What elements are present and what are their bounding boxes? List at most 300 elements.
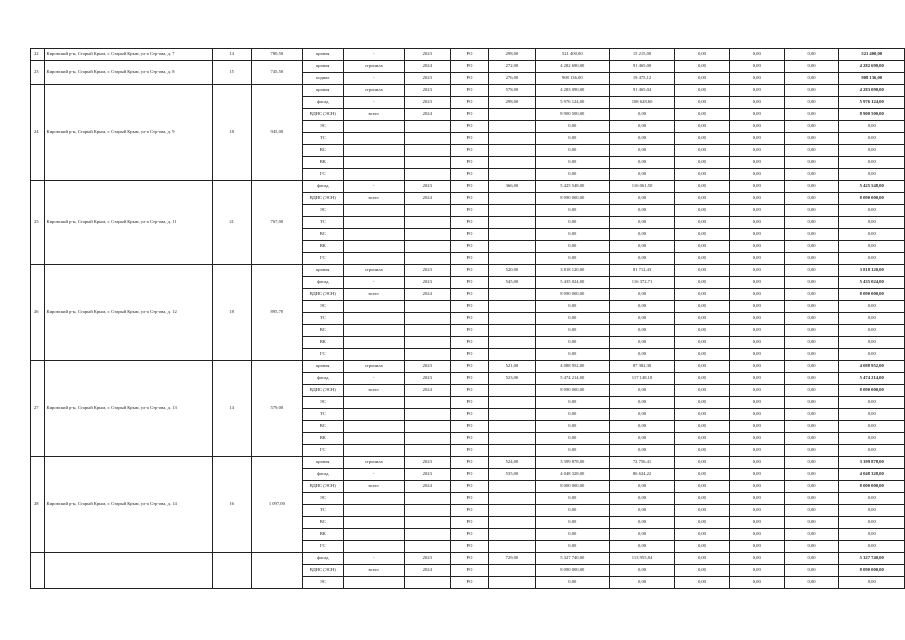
house-number-cell: 24 xyxy=(31,85,45,181)
federal-cell: 0,00 xyxy=(675,541,730,553)
regional-cell: 0,00 xyxy=(729,205,784,217)
cost-cell: 8 900 500,00 xyxy=(535,109,609,121)
federal-cell: 0,00 xyxy=(675,193,730,205)
volume-cell xyxy=(489,109,535,121)
area-cell: 945,00 xyxy=(251,85,302,181)
federal-cell: 0,00 xyxy=(675,121,730,133)
total-cell: 5 425 548,00 xyxy=(839,181,905,193)
volume-cell xyxy=(489,229,535,241)
volume-cell: 521,00 xyxy=(489,361,535,373)
house-number-cell: 23 xyxy=(31,61,45,85)
regional-cell: 0,00 xyxy=(729,97,784,109)
element-cell xyxy=(343,577,404,589)
total-cell: 0,00 xyxy=(839,541,905,553)
total-cell: 0,00 xyxy=(839,205,905,217)
method-cell: РО xyxy=(450,241,488,253)
cost-cell: 5 327 740,00 xyxy=(535,553,609,565)
cost-cell: 8 000 000,00 xyxy=(535,481,609,493)
method-cell: РО xyxy=(450,49,488,61)
volume-cell xyxy=(489,325,535,337)
regional-cell: 0,00 xyxy=(729,145,784,157)
volume-cell: 272,00 xyxy=(489,61,535,73)
cost-cell: 5 976 124,00 xyxy=(535,97,609,109)
local-cell: 0,00 xyxy=(784,217,839,229)
work-type-cell: ЭС xyxy=(302,577,343,589)
unit-cost-cell: 0,00 xyxy=(609,349,674,361)
local-cell: 0,00 xyxy=(784,61,839,73)
method-cell: РО xyxy=(450,157,488,169)
method-cell: РО xyxy=(450,517,488,529)
year-cell xyxy=(404,253,450,265)
volume-cell xyxy=(489,133,535,145)
local-cell: 0,00 xyxy=(784,145,839,157)
house-number-cell: 25 xyxy=(31,181,45,265)
method-cell: РО xyxy=(450,121,488,133)
regional-cell: 0,00 xyxy=(729,253,784,265)
unit-cost-cell: 0,00 xyxy=(609,193,674,205)
work-type-cell: ТС xyxy=(302,313,343,325)
federal-cell: 0,00 xyxy=(675,493,730,505)
volume-cell xyxy=(489,517,535,529)
year-cell: 2023 xyxy=(404,265,450,277)
unit-cost-cell: 0,00 xyxy=(609,217,674,229)
table-row xyxy=(31,61,905,73)
address-cell: Кировский р-н, Старый Крым, г. Старый Крым, ул-а Стр-ова, д. 14 xyxy=(44,457,212,553)
local-cell: 0,00 xyxy=(784,577,839,589)
cost-cell: 0,00 xyxy=(535,229,609,241)
element-cell xyxy=(343,301,404,313)
cost-cell: 0,00 xyxy=(535,325,609,337)
cost-cell: 5 435 024,00 xyxy=(535,277,609,289)
federal-cell: 0,00 xyxy=(675,49,730,61)
floors-cell: 18 xyxy=(212,265,251,361)
work-type-cell: кровля xyxy=(302,361,343,373)
method-cell: РО xyxy=(450,85,488,97)
cost-cell: 0,00 xyxy=(535,529,609,541)
table-row xyxy=(31,361,905,373)
method-cell: РО xyxy=(450,169,488,181)
unit-cost-cell: 0,00 xyxy=(609,205,674,217)
total-cell: 0,00 xyxy=(839,409,905,421)
work-type-cell: ВК xyxy=(302,433,343,445)
element-cell xyxy=(343,313,404,325)
regional-cell: 0,00 xyxy=(729,457,784,469)
local-cell: 0,00 xyxy=(784,313,839,325)
method-cell: РО xyxy=(450,97,488,109)
cost-cell: 0,00 xyxy=(535,145,609,157)
unit-cost-cell: 0,00 xyxy=(609,421,674,433)
year-cell xyxy=(404,157,450,169)
volume-cell: 298,00 xyxy=(489,97,535,109)
total-cell: 0,00 xyxy=(839,241,905,253)
total-cell: 0,00 xyxy=(839,313,905,325)
unit-cost-cell: 0,00 xyxy=(609,253,674,265)
method-cell: РО xyxy=(450,181,488,193)
work-type-cell: ВДИС (ЭСН) xyxy=(302,481,343,493)
house-number-cell: 27 xyxy=(31,361,45,457)
area-cell: 895,70 xyxy=(251,265,302,361)
federal-cell: 0,00 xyxy=(675,301,730,313)
cost-cell: 0,00 xyxy=(535,217,609,229)
regional-cell: 0,00 xyxy=(729,241,784,253)
method-cell: РО xyxy=(450,385,488,397)
volume-cell: 520,00 xyxy=(489,265,535,277)
local-cell: 0,00 xyxy=(784,121,839,133)
volume-cell xyxy=(489,541,535,553)
method-cell: РО xyxy=(450,577,488,589)
federal-cell: 0,00 xyxy=(675,253,730,265)
regional-cell: 0,00 xyxy=(729,493,784,505)
cost-cell: 0,00 xyxy=(535,517,609,529)
work-type-cell: ВК xyxy=(302,529,343,541)
year-cell xyxy=(404,433,450,445)
unit-cost-cell: 116 372,71 xyxy=(609,277,674,289)
regional-cell: 0,00 xyxy=(729,289,784,301)
work-type-cell: ВК xyxy=(302,157,343,169)
work-type-cell: ГС xyxy=(302,349,343,361)
total-cell: 0,00 xyxy=(839,529,905,541)
year-cell xyxy=(404,301,450,313)
element-cell: стропила xyxy=(343,457,404,469)
table-row xyxy=(31,85,905,97)
cost-cell: 0,00 xyxy=(535,301,609,313)
element-cell: стропила xyxy=(343,85,404,97)
cost-cell: 908 136,00 xyxy=(535,73,609,85)
total-cell: 3 399 878,00 xyxy=(839,457,905,469)
local-cell: 0,00 xyxy=(784,97,839,109)
unit-cost-cell: 81 712,43 xyxy=(609,265,674,277)
work-type-cell: ВК xyxy=(302,241,343,253)
work-type-cell: ВС xyxy=(302,325,343,337)
area-cell: 745,50 xyxy=(251,61,302,85)
cost-cell: 521 400,00 xyxy=(535,49,609,61)
cost-cell: 0,00 xyxy=(535,133,609,145)
house-number-cell xyxy=(31,553,45,589)
work-type-cell: подвал xyxy=(302,73,343,85)
floors-cell xyxy=(212,553,251,589)
house-number-cell: 22 xyxy=(31,49,45,61)
cost-cell: 0,00 xyxy=(535,349,609,361)
area-cell: 780,50 xyxy=(251,49,302,61)
unit-cost-cell: 0,00 xyxy=(609,433,674,445)
federal-cell: 0,00 xyxy=(675,421,730,433)
method-cell: РО xyxy=(450,73,488,85)
work-type-cell: ВС xyxy=(302,229,343,241)
year-cell xyxy=(404,445,450,457)
unit-cost-cell: 116 061,50 xyxy=(609,181,674,193)
cost-cell: 4 088 952,00 xyxy=(535,361,609,373)
volume-cell: 298,00 xyxy=(489,49,535,61)
method-cell: РО xyxy=(450,325,488,337)
total-cell: 3 818 120,00 xyxy=(839,265,905,277)
local-cell: 0,00 xyxy=(784,49,839,61)
federal-cell: 0,00 xyxy=(675,577,730,589)
method-cell: РО xyxy=(450,253,488,265)
federal-cell: 0,00 xyxy=(675,349,730,361)
local-cell: 0,00 xyxy=(784,529,839,541)
federal-cell: 0,00 xyxy=(675,277,730,289)
address-cell: Кировский р-н, Старый Крым, г. Старый Крым, ул-а Стр-ова, д. 9 xyxy=(44,85,212,181)
element-cell: всего xyxy=(343,289,404,301)
federal-cell: 0,00 xyxy=(675,85,730,97)
volume-cell: 276,00 xyxy=(489,73,535,85)
year-cell: 2024 xyxy=(404,61,450,73)
floors-cell: 15 xyxy=(212,61,251,85)
federal-cell: 0,00 xyxy=(675,229,730,241)
method-cell: РО xyxy=(450,457,488,469)
year-cell: 2023 xyxy=(404,457,450,469)
table-row xyxy=(31,553,905,565)
year-cell xyxy=(404,349,450,361)
element-cell xyxy=(343,169,404,181)
method-cell: РО xyxy=(450,361,488,373)
table-row xyxy=(31,181,905,193)
regional-cell: 0,00 xyxy=(729,181,784,193)
regional-cell: 0,00 xyxy=(729,229,784,241)
volume-cell xyxy=(489,577,535,589)
work-type-cell: ВДИС (ЭСН) xyxy=(302,193,343,205)
regional-cell: 0,00 xyxy=(729,133,784,145)
volume-cell xyxy=(489,205,535,217)
work-type-cell: ВК xyxy=(302,337,343,349)
cost-cell: 0,00 xyxy=(535,241,609,253)
cost-cell: 8 090 000,00 xyxy=(535,385,609,397)
regional-cell: 0,00 xyxy=(729,505,784,517)
unit-cost-cell: 0,00 xyxy=(609,121,674,133)
floors-cell: 16 xyxy=(212,457,251,553)
year-cell xyxy=(404,241,450,253)
element-cell xyxy=(343,121,404,133)
year-cell xyxy=(404,133,450,145)
element-cell: стропила xyxy=(343,265,404,277)
floors-cell: 18 xyxy=(212,85,251,181)
cost-cell: 3 399 878,00 xyxy=(535,457,609,469)
work-type-cell: ЭС xyxy=(302,205,343,217)
federal-cell: 0,00 xyxy=(675,97,730,109)
unit-cost-cell: 19 475,12 xyxy=(609,73,674,85)
local-cell: 0,00 xyxy=(784,253,839,265)
local-cell: 0,00 xyxy=(784,505,839,517)
federal-cell: 0,00 xyxy=(675,469,730,481)
volume-cell: 729,00 xyxy=(489,553,535,565)
area-cell: 767,00 xyxy=(251,181,302,265)
cost-cell: 8 090 000,00 xyxy=(535,289,609,301)
unit-cost-cell: 0,00 xyxy=(609,133,674,145)
element-cell xyxy=(343,157,404,169)
federal-cell: 0,00 xyxy=(675,181,730,193)
volume-cell xyxy=(489,565,535,577)
work-type-cell: ТС xyxy=(302,217,343,229)
federal-cell: 0,00 xyxy=(675,145,730,157)
cost-cell: 0,00 xyxy=(535,157,609,169)
work-type-cell: ЭС xyxy=(302,397,343,409)
local-cell: 0,00 xyxy=(784,133,839,145)
total-cell: 0,00 xyxy=(839,133,905,145)
method-cell: РО xyxy=(450,133,488,145)
unit-cost-cell: 0,00 xyxy=(609,337,674,349)
year-cell: 2023 xyxy=(404,73,450,85)
total-cell: 8 090 000,00 xyxy=(839,565,905,577)
local-cell: 0,00 xyxy=(784,433,839,445)
year-cell: 2023 xyxy=(404,85,450,97)
year-cell: 2023 xyxy=(404,361,450,373)
volume-cell xyxy=(489,193,535,205)
element-cell: - xyxy=(343,469,404,481)
area-cell xyxy=(251,553,302,589)
element-cell xyxy=(343,397,404,409)
cost-cell: 0,00 xyxy=(535,421,609,433)
element-cell: стропила xyxy=(343,361,404,373)
unit-cost-cell: 0,00 xyxy=(609,529,674,541)
regional-cell: 0,00 xyxy=(729,409,784,421)
work-type-cell: ЭС xyxy=(302,301,343,313)
federal-cell: 0,00 xyxy=(675,325,730,337)
unit-cost-cell: 0,00 xyxy=(609,229,674,241)
cost-cell: 4 282 690,00 xyxy=(535,61,609,73)
unit-cost-cell: 0,00 xyxy=(609,301,674,313)
method-cell: РО xyxy=(450,277,488,289)
year-cell xyxy=(404,313,450,325)
year-cell: 2024 xyxy=(404,481,450,493)
element-cell xyxy=(343,529,404,541)
local-cell: 0,00 xyxy=(784,409,839,421)
cost-cell: 3 818 120,00 xyxy=(535,265,609,277)
cost-cell: 0,00 xyxy=(535,493,609,505)
year-cell: 2023 xyxy=(404,49,450,61)
unit-cost-cell: 0,00 xyxy=(609,397,674,409)
element-cell: - xyxy=(343,97,404,109)
unit-cost-cell: 0,00 xyxy=(609,157,674,169)
unit-cost-cell: 72 756,41 xyxy=(609,457,674,469)
regional-cell: 0,00 xyxy=(729,61,784,73)
address-cell: Кировский р-н, Старый Крым, г. Старый Крым, ул-а Стр-ова, д. 8 xyxy=(44,61,212,85)
volume-cell xyxy=(489,433,535,445)
element-cell xyxy=(343,433,404,445)
cost-cell: 8 090 000,00 xyxy=(535,565,609,577)
unit-cost-cell: 0,00 xyxy=(609,445,674,457)
element-cell: - xyxy=(343,277,404,289)
federal-cell: 0,00 xyxy=(675,433,730,445)
method-cell: РО xyxy=(450,553,488,565)
total-cell: 908 136,00 xyxy=(839,73,905,85)
work-type-cell: фасад xyxy=(302,277,343,289)
regional-cell: 0,00 xyxy=(729,565,784,577)
cost-cell: 0,00 xyxy=(535,337,609,349)
year-cell: 2024 xyxy=(404,109,450,121)
work-type-cell: ВС xyxy=(302,145,343,157)
element-cell xyxy=(343,349,404,361)
total-cell: 0,00 xyxy=(839,433,905,445)
regional-cell: 0,00 xyxy=(729,361,784,373)
cost-cell: 8 090 000,00 xyxy=(535,193,609,205)
federal-cell: 0,00 xyxy=(675,409,730,421)
unit-cost-cell: 0,00 xyxy=(609,517,674,529)
regional-cell: 0,00 xyxy=(729,337,784,349)
work-type-cell: ГС xyxy=(302,253,343,265)
cost-cell: 0,00 xyxy=(535,577,609,589)
total-cell: 8 000 000,00 xyxy=(839,481,905,493)
method-cell: РО xyxy=(450,61,488,73)
year-cell: 2024 xyxy=(404,193,450,205)
address-cell: Кировский р-н, Старый Крым, г. Старый Крым, ул-а Стр-ова, д. 11 xyxy=(44,181,212,265)
method-cell: РО xyxy=(450,565,488,577)
work-type-cell: ЭС xyxy=(302,121,343,133)
total-cell: 4 283 090,00 xyxy=(839,85,905,97)
local-cell: 0,00 xyxy=(784,241,839,253)
method-cell: РО xyxy=(450,265,488,277)
method-cell: РО xyxy=(450,145,488,157)
year-cell: 2023 xyxy=(404,181,450,193)
total-cell: 0,00 xyxy=(839,577,905,589)
total-cell: 5 435 024,00 xyxy=(839,277,905,289)
unit-cost-cell: 0,00 xyxy=(609,409,674,421)
total-cell: 0,00 xyxy=(839,229,905,241)
year-cell: 2023 xyxy=(404,469,450,481)
regional-cell: 0,00 xyxy=(729,517,784,529)
local-cell: 0,00 xyxy=(784,229,839,241)
federal-cell: 0,00 xyxy=(675,73,730,85)
volume-cell: 523,00 xyxy=(489,373,535,385)
unit-cost-cell: 0,00 xyxy=(609,577,674,589)
volume-cell xyxy=(489,397,535,409)
cost-cell: 0,00 xyxy=(535,445,609,457)
method-cell: РО xyxy=(450,529,488,541)
year-cell xyxy=(404,325,450,337)
local-cell: 0,00 xyxy=(784,325,839,337)
element-cell xyxy=(343,241,404,253)
local-cell: 0,00 xyxy=(784,157,839,169)
cost-cell: 0,00 xyxy=(535,433,609,445)
local-cell: 0,00 xyxy=(784,361,839,373)
regional-cell: 0,00 xyxy=(729,49,784,61)
work-type-cell: ВДИС (ЭСН) xyxy=(302,385,343,397)
element-cell: - xyxy=(343,73,404,85)
total-cell: 0,00 xyxy=(839,169,905,181)
total-cell: 0,00 xyxy=(839,145,905,157)
work-type-cell: ТС xyxy=(302,505,343,517)
element-cell: всего xyxy=(343,193,404,205)
total-cell: 0,00 xyxy=(839,337,905,349)
regional-cell: 0,00 xyxy=(729,169,784,181)
element-cell xyxy=(343,541,404,553)
total-cell: 0,00 xyxy=(839,301,905,313)
volume-cell xyxy=(489,385,535,397)
table-row xyxy=(31,457,905,469)
local-cell: 0,00 xyxy=(784,337,839,349)
unit-cost-cell: 0,00 xyxy=(609,241,674,253)
method-cell: РО xyxy=(450,193,488,205)
table-body xyxy=(31,49,905,589)
element-cell xyxy=(343,145,404,157)
local-cell: 0,00 xyxy=(784,481,839,493)
regional-cell: 0,00 xyxy=(729,73,784,85)
unit-cost-cell: 0,00 xyxy=(609,565,674,577)
cost-cell: 0,00 xyxy=(535,541,609,553)
method-cell: РО xyxy=(450,469,488,481)
volume-cell xyxy=(489,349,535,361)
federal-cell: 0,00 xyxy=(675,169,730,181)
element-cell: стропила xyxy=(343,61,404,73)
regional-cell: 0,00 xyxy=(729,121,784,133)
volume-cell xyxy=(489,505,535,517)
element-cell xyxy=(343,253,404,265)
total-cell: 8 900 500,00 xyxy=(839,109,905,121)
work-type-cell: кровля xyxy=(302,85,343,97)
year-cell xyxy=(404,409,450,421)
element-cell xyxy=(343,421,404,433)
local-cell: 0,00 xyxy=(784,73,839,85)
total-cell: 4 282 690,00 xyxy=(839,61,905,73)
